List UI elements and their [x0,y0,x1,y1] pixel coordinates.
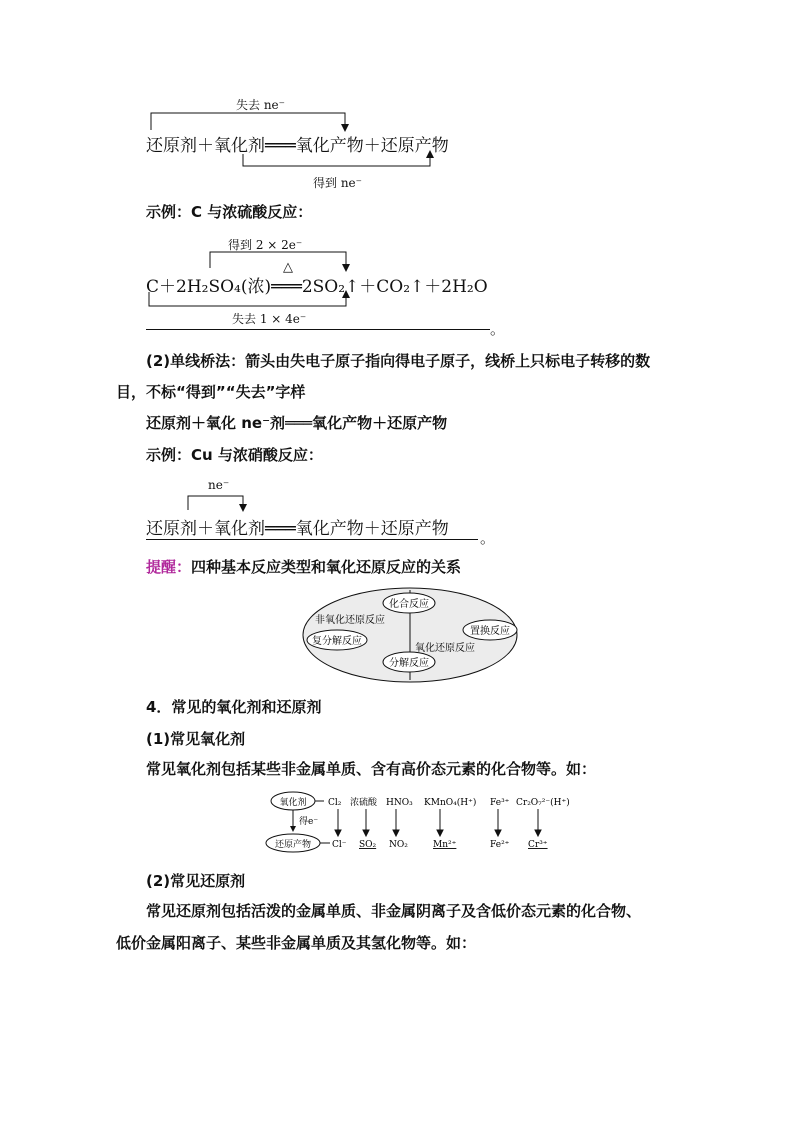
oxidant-item: Cl₂ [328,798,342,808]
example1-bottom-label: 失去 1 × 4e⁻ [232,312,307,326]
product-item: Mn²⁺ [433,840,457,850]
oxidant-subheading: (1)常见氧化剂 [146,730,246,748]
displacement-label: 置换反应 [470,626,510,637]
oxidant-item: HNO₃ [386,798,413,808]
product-label: 还原产物 [274,840,312,850]
redox-label: 氧化还原反应 [415,643,475,654]
answer-underline [146,329,490,330]
bridge-bottom-label: 得到 ne⁻ [313,176,362,190]
oxidant-label: 氧化剂 [279,798,307,808]
product-item: Fe²⁺ [490,840,510,850]
non-redox-label: 非氧化还原反应 [315,615,385,626]
example2-equation: 还原剂＋氧化剂═══氧化产物＋还原产物 [146,519,449,539]
product-item: Cl⁻ [332,840,347,850]
example2-intro: 示例：Cu 与浓硝酸反应： [146,446,323,464]
oxidant-item: Fe³⁺ [490,798,510,808]
reminder-line [146,556,461,577]
reminder-prefix: 提醒： [146,558,192,576]
reductant-description: 常见还原剂包括活泼的金属单质、非金属阴离子及含低价态元素的化合物、 [146,902,642,920]
decomposition-label: 分解反应 [389,658,429,669]
oxidant-description: 常见氧化剂包括某些非金属单质、含有高价态元素的化合物等。如： [146,760,597,778]
bridge-equation: 还原剂＋氧化剂═══氧化产物＋还原产物 [146,136,449,156]
gain-electron-label: 得e⁻ [299,817,319,827]
period-mark: 。 [490,320,506,338]
oxidant-item: Cr₂O₇²⁻(H⁺) [516,798,570,808]
single-bridge-heading: (2)单线桥法：箭头由失电子原子指向得电子原子，线桥上只标电子转移的数 [146,352,651,370]
reductant-subheading: (2)常见还原剂 [146,872,246,890]
reminder-text: 四种基本反应类型和氧化还原反应的关系 [191,558,462,576]
bridge-top-label: 失去 ne⁻ [236,98,285,112]
single-bridge-heading-cont: 目，不标“得到”“失去”字样 [116,383,306,401]
heat-condition: △ [283,260,293,275]
combination-label: 化合反应 [389,599,429,610]
answer-underline-2 [146,539,478,540]
reaction-relationship-venn [300,586,530,686]
example1-intro: 示例：C 与浓硫酸反应： [146,203,313,221]
example1-top-label: 得到 2 × 2e⁻ [228,238,303,252]
single-bridge-formula: 还原剂＋氧化 ne⁻剂═══氧化产物＋还原产物 [146,414,448,432]
section4-title: 4．常见的氧化剂和还原剂 [146,698,322,716]
double-decomp-label: 复分解反应 [312,636,362,647]
product-item: NO₂ [389,840,408,850]
oxidant-product-diagram [262,786,570,858]
oxidant-item: 浓硫酸 [350,798,378,808]
period-mark-2: 。 [480,529,496,547]
product-item: SO₂ [359,840,377,850]
reductant-description-cont: 低价金属阳离子、某些非金属单质及其氢化物等。如： [116,934,477,952]
oxidant-item: KMnO₄(H⁺) [424,798,477,808]
product-item: Cr³⁺ [528,840,548,850]
example2-bridge-label: ne⁻ [208,478,230,492]
example1-equation: C＋2H₂SO₄(浓)═══2SO₂↑＋CO₂↑＋2H₂O [146,277,488,297]
